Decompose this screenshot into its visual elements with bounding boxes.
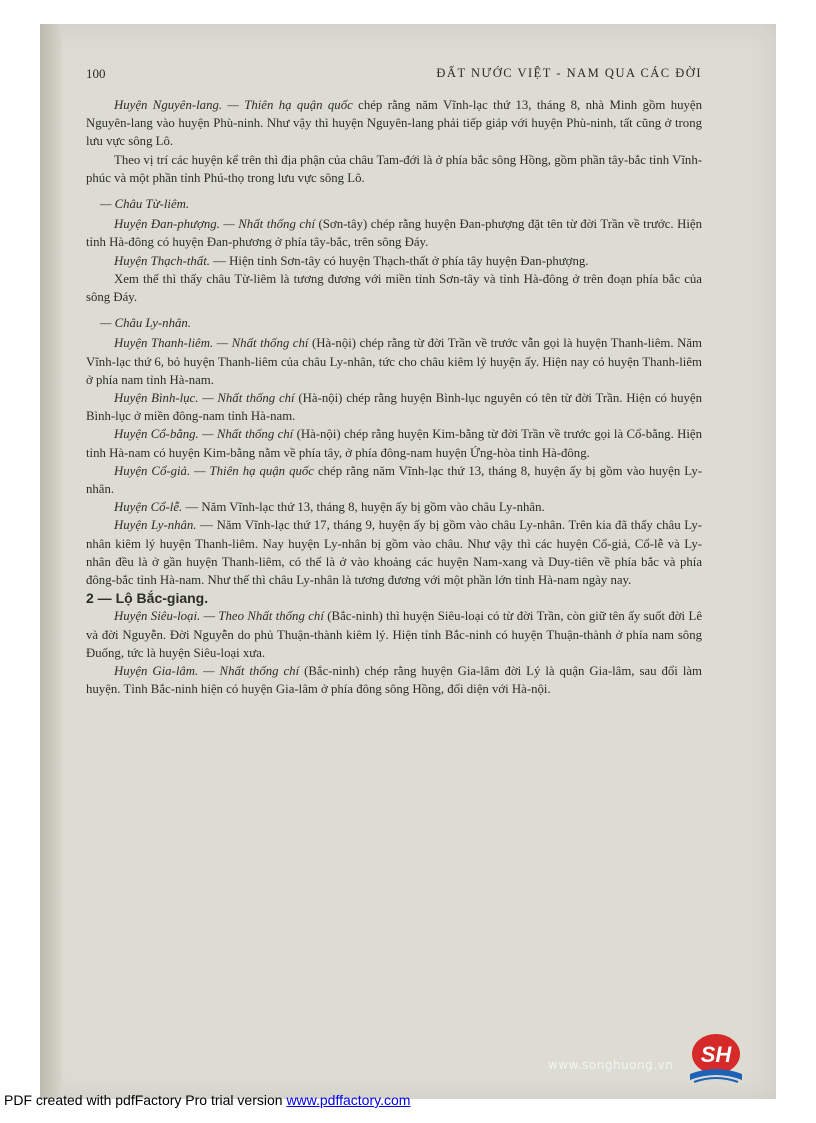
paragraph-text: (Bắc-ninh) chép rằng huyện Gia-lâm đời Lý là quận Gia-lâm, sau đổi làm huyện. Tỉnh Bắc-ninh hiện có huyện Gia-lâm ở phía đông sông Hồng, đối diện với Hà-nội. xyxy=(86,664,703,697)
paragraph-text: — Hiện tỉnh Sơn-tây có huyện Thạch-thất ở phía tây huyện Đan-phượng. xyxy=(209,253,589,268)
songhuong-logo xyxy=(686,1030,746,1086)
paragraph-text: Theo vị trí các huyện kể trên thì địa phận của châu Tam-đới là ở phía bắc sông Hồng, gồm phần tây-bắc tỉnh Vĩnh-phúc và một phần tỉnh Phú-thọ trong lưu vực sông Lô. xyxy=(86,152,702,185)
paragraph xyxy=(86,516,702,589)
footer-text: PDF created with pdfFactory Pro trial version xyxy=(4,1092,287,1108)
paragraph-text: (Bắc-ninh) thì huyện Siêu-loại có từ đời Trần, còn giữ tên ấy suốt đời Lê và đời Nguyễn. Đời Nguyễn do phủ Thuận-thành kiêm lý. Hiện tỉnh Bắc-ninh có huyện Thuận-thành ở phía nam sông Đuống, tức là huyện Siêu-loại xưa. xyxy=(86,609,703,660)
paragraph-lead: Huyện Cổ-bằng. — Nhất thống chí xyxy=(114,427,294,442)
paragraph-lead: Huyện Ly-nhân. xyxy=(114,518,197,533)
pdffactory-link[interactable]: www.pdffactory.com xyxy=(286,1092,411,1108)
paragraph-text: (Hà-nội) chép rằng từ đời Trần về trước vẫn gọi là huyện Thanh-liêm. Năm Vĩnh-lạc thứ 6, bỏ huyện Thanh-liêm của châu Ly-nhân, tức cho châu kiêm lý huyện ấy. Hiện nay có huyện Thanh-liêm ở phía nam tỉnh Hà-nam. xyxy=(86,336,702,387)
paragraph-text: (Hà-nội) chép rằng huyện Bình-lục nguyên có tên từ đời Trần. Hiện có huyện Bình-lục ở miền đông-nam tỉnh Hà-nam. xyxy=(86,391,702,424)
paragraph-text: chép rằng năm Vĩnh-lạc thứ 13, tháng 8, huyện ấy bị gồm vào huyện Ly-nhân. xyxy=(86,463,702,497)
paragraph-lead: Huyện Bình-lục. — Nhất thống chí xyxy=(114,391,295,406)
paragraph xyxy=(86,96,702,151)
watermark-site: www.songhuong.vn xyxy=(548,1058,674,1072)
paragraph-lead: Huyện Thanh-liêm. — Nhất thống chí xyxy=(114,336,309,351)
page-edge-shadow xyxy=(40,24,62,1099)
pdf-footer xyxy=(4,1092,410,1108)
paragraph-lead: Huyện Cổ-lễ. xyxy=(114,500,183,515)
paragraph-lead: Huyện Cổ-giả. — Thiên hạ quận quốc xyxy=(114,463,314,478)
paragraph xyxy=(86,270,702,306)
body-text xyxy=(86,96,702,699)
paragraph-lead: Huyện Thạch-thất. xyxy=(114,253,210,268)
paragraph xyxy=(86,607,702,662)
paragraph-text: chép rằng năm Vĩnh-lạc thứ 13, tháng 8, nhà Minh gồm huyện Nguyên-lang vào huyện Phù-ninh. Như vậy thì huyện Nguyên-lang phải tiếp giáp với huyện Phù-ninh, tất cũng ở trong lưu vực sông Lô. xyxy=(86,98,702,149)
subsection-heading xyxy=(86,314,702,332)
logo-wave-line xyxy=(694,1078,738,1082)
paragraph xyxy=(86,151,702,187)
paragraph-text: (Sơn-tây) chép rằng huyện Đan-phượng đặt tên từ đời Trần về trước. Hiện tỉnh Hà-đông có huyện Đan-phương ở phía tây-bắc, trên sông Đáy. xyxy=(86,217,702,250)
paragraph-text: — Năm Vĩnh-lạc thứ 13, tháng 8, huyện ấy bị gồm vào châu Ly-nhân. xyxy=(182,500,545,515)
running-title: ĐẤT NƯỚC VIỆT - NAM QUA CÁC ĐỜI xyxy=(436,66,702,80)
paragraph xyxy=(86,215,702,251)
paragraph-lead: Huyện Nguyên-lang. — Thiên hạ quận quốc xyxy=(114,98,353,112)
paragraph-text: Xem thế thì thấy châu Từ-liêm là tương đương với miền tỉnh Sơn-tây và tỉnh Hà-đông ở trên đoạn phía bắc của sông Đáy. xyxy=(86,271,702,305)
page-header xyxy=(86,64,702,84)
page-number: 100 xyxy=(86,66,106,81)
paragraph-list xyxy=(86,96,702,589)
paragraph xyxy=(86,389,702,425)
paragraph xyxy=(86,334,702,389)
paragraph-text: (Hà-nội) chép rằng huyện Kim-bằng từ đời Trần về trước gọi là Cổ-bằng. Hiện tỉnh Hà-nam có huyện Kim-bằng nằm về phía tây, ở phía đông-nam huyện Ứng-hòa tỉnh Hà-đông. xyxy=(86,427,702,460)
paragraph xyxy=(86,462,702,498)
paragraph-lead: Huyện Siêu-loại. — Theo Nhất thống chí xyxy=(114,609,324,624)
section-paragraph-list xyxy=(86,607,702,698)
subsection-heading xyxy=(86,195,702,213)
paragraph-text: — Năm Vĩnh-lạc thứ 17, tháng 9, huyện ấy bị gồm vào châu Ly-nhân. Trên kia đã thấy châu Ly-nhân kiêm lý huyện Thanh-liêm. Nay huyện Ly-nhân bị gồm vào châu. Như vậy thì các huyện Cổ-giả, Cổ-lễ và Ly-nhân đều là ở gần huyện Thanh-liêm, có thể là ở vào khoảng các huyện Nam-xang và Duy-tiên về phía bắc và phía đông-bắc tỉnh Hà-nam. Như thế thì châu Ly-nhân là tương đương với một phần lớn tỉnh Hà-nam ngày nay. xyxy=(86,518,702,588)
paragraph xyxy=(86,252,702,270)
paragraph-lead: — Châu Từ-liêm. xyxy=(100,197,190,212)
section-title: 2 — Lộ Bắc-giang. xyxy=(86,590,209,607)
paragraph xyxy=(86,662,702,698)
paragraph-lead: — Châu Ly-nhân. xyxy=(100,316,191,331)
logo-text: SH xyxy=(700,1042,732,1067)
paragraph xyxy=(86,425,702,461)
paragraph-lead: Huyện Gia-lâm. — Nhất thống chí xyxy=(114,664,300,679)
paragraph xyxy=(86,498,702,516)
paragraph-lead: Huyện Đan-phượng. — Nhất thống chí xyxy=(114,217,316,232)
